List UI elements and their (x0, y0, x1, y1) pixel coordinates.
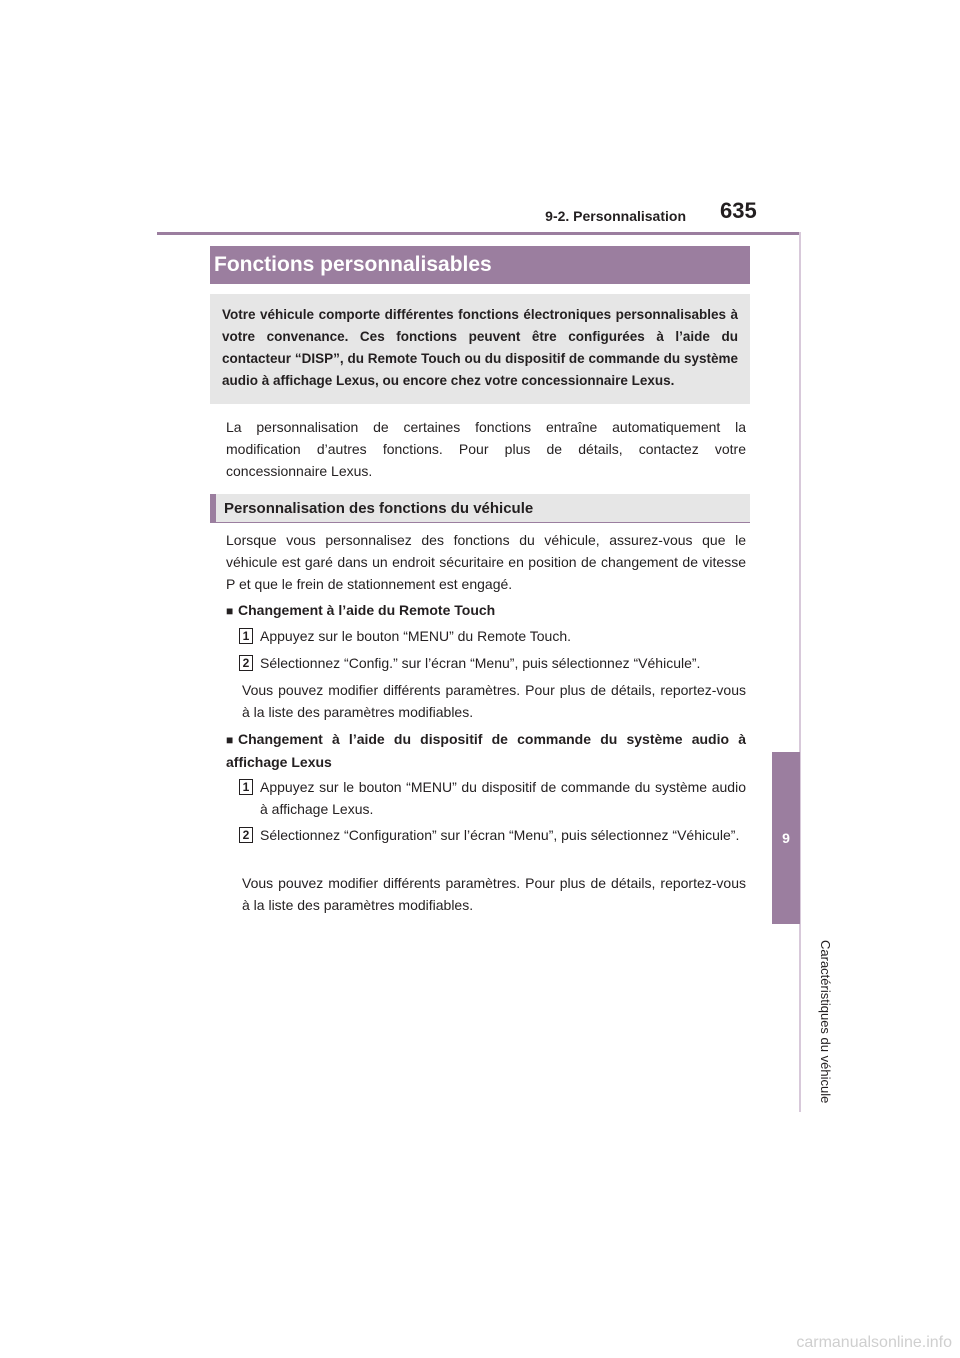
section-a-note: Vous pouvez modifier différents paramètres. Pour plus de détails, reportez-vous à la liste des paramètres modifiables. (242, 682, 746, 720)
subsection-header: Personnalisation des fonctions du véhicule (210, 494, 750, 522)
bullet-square-icon: ■ (226, 604, 234, 618)
section-a-step-2: 2 Sélectionnez “Config.” sur l’écran “Menu”, puis sélectionnez “Véhicule”. (239, 652, 746, 674)
chapter-tab: 9 (772, 752, 800, 924)
section-a-step-1: 1 Appuyez sur le bouton “MENU” du Remote Touch. (239, 625, 746, 647)
step-number-badge: 2 (239, 827, 253, 843)
intro-box: Votre véhicule comporte différentes fonctions électroniques personnalisables à votre convenance. Ces fonctions peuvent être configurées à l’aide du contacteur “DISP”, du Remote Touch ou du dispositif de commande du système audio à affichage Lexus, ou encore chez votre concessionnaire Lexus. (210, 294, 750, 404)
section-b-note: Vous pouvez modifier différents paramètres. Pour plus de détails, reportez-vous à la liste des paramètres modifiables. (242, 875, 746, 913)
section-label: 9-2. Personnalisation (545, 208, 686, 224)
paragraph-2: Lorsque vous personnalisez des fonctions du véhicule, assurez-vous que le véhicule est garé dans un endroit sécuritaire en position de changement de vitesse P et que le frein de stationnement est engagé. (226, 532, 746, 592)
watermark: carmanualsonline.info (796, 1334, 952, 1351)
step-number-badge: 1 (239, 628, 253, 644)
section-b-step-1: 1 Appuyez sur le bouton “MENU” du dispositif de commande du système audio à affichage Lexus. (239, 776, 746, 820)
bullet-square-icon: ■ (226, 733, 234, 747)
page-title: Fonctions personnalisables (210, 246, 750, 284)
header-rule (157, 232, 800, 235)
page-number: 635 (720, 198, 757, 223)
section-b-step-2: 2 Sélectionnez “Configuration” sur l’écran “Menu”, puis sélectionnez “Véhicule”. (239, 824, 746, 846)
step-number-badge: 1 (239, 779, 253, 795)
subsection-underline (210, 522, 750, 523)
section-a-heading: ■ Changement à l’aide du Remote Touch (226, 599, 746, 622)
paragraph-1: La personnalisation de certaines fonctions entraîne automatiquement la modification d’autres fonctions. Pour plus de détails, contactez votre concessionnaire Lexus. (226, 419, 746, 479)
step-number-badge: 2 (239, 655, 253, 671)
chapter-title: Caractéristiques du véhicule (818, 940, 833, 1104)
section-b-heading: ■ Changement à l’aide du dispositif de commande du système audio à affichage Lexus (226, 731, 746, 770)
side-rule (799, 232, 801, 1112)
